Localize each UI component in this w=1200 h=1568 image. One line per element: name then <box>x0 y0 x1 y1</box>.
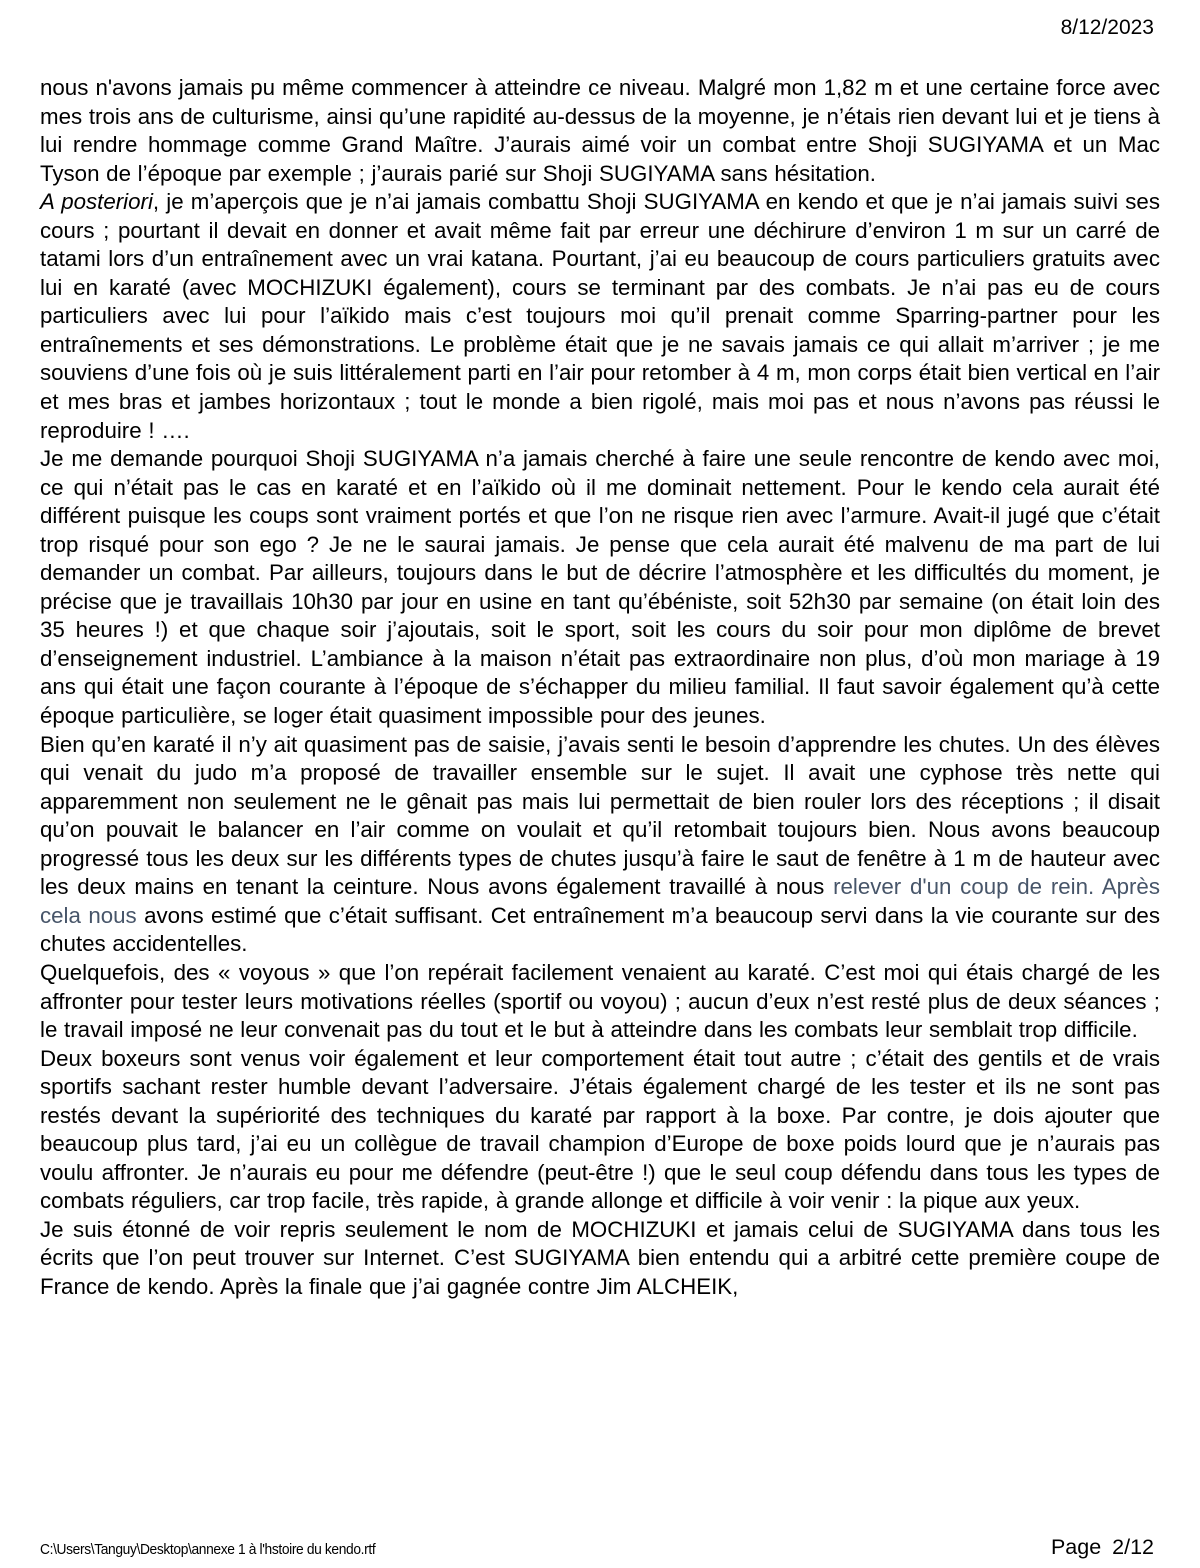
paragraph <box>40 1216 1160 1302</box>
page-footer <box>40 1535 1154 1560</box>
text-segment: nous n'avons jamais pu même commencer à atteindre ce niveau. Malgré mon 1,82 m et une certaine force avec mes trois ans de culturisme, ainsi qu’une rapidité au-dessus de la moyenne, je n’étais rien devant lui et je tiens à lui rendre hommage comme Grand Maître. J’aurais aimé voir un combat entre Shoji SUGIYAMA et un Mac Tyson de l’époque par exemple ; j’aurais parié sur Shoji SUGIYAMA sans hésitation. <box>40 75 1160 186</box>
text-segment: avons estimé que c’était suffisant. Cet entraînement m’a beaucoup servi dans la vie courante sur des chutes accidentelles. <box>40 902 1160 957</box>
text-segment: Bien qu’en karaté il n’y ait quasiment pas de saisie, j’avais senti le besoin d’apprendre les chutes. Un des élèves qui venait du judo m’a proposé de travailler ensemble sur le sujet. Il avait une cyphose très nette qui apparemment non seulement ne le gênait pas mais lui permettait de bien rouler lors des réceptions ; il disait qu’on pouvait le balancer en l’air comme on voulait et qu’il retombait toujours bien. Nous avons beaucoup progressé tous les deux sur les différents types de chutes jusqu’à faire le saut de fenêtre à 1 m de hauteur avec les deux mains en tenant la ceinture. Nous avons également travaillé à nous <box>40 731 1160 900</box>
page-header <box>40 15 1154 41</box>
page-number: Page 2/12 <box>1050 1535 1154 1559</box>
text-segment: Deux boxeurs sont venus voir également et leur comportement était tout autre ; c’était des gentils et de vrais sportifs sachant rester humble devant l’adversaire. J’étais également chargé de les tester et ils ne sont pas restés devant la supériorité des techniques du karaté par rapport à la boxe. Par contre, je dois ajouter que beaucoup plus tard, j’ai eu un collègue de travail champion d’Europe de boxe poids lourd que je n’aurais pas voulu affronter. Je n’aurais eu pour me défendre (peut-être !) que le seul coup défendu dans tous les types de combats réguliers, car trop facile, très rapide, à grande allonge et difficile à voir venir : la pique aux yeux. <box>40 1045 1160 1214</box>
text-segment: Je me demande pourquoi Shoji SUGIYAMA n’a jamais cherché à faire une seule rencontre de kendo avec moi, ce qui n’était pas le cas en karaté et en l’aïkido où il me dominait nettement. Pour le kendo cela aurait été différent puisque les coups sont vraiment portés et que l’on ne risque rien avec l’armure. Avait-il jugé que c’était trop risqué pour son ego ? Je ne le saurai jamais. Je pense que cela aurait été malvenu de ma part de lui demander un combat. Par ailleurs, toujours dans le but de décrire l’atmosphère et les difficultés du moment, je précise que je travaillais 10h30 par jour en usine en tant qu’ébéniste, soit 52h30 par semaine (on était loin des 35 heures !) et que chaque soir j’ajoutais, soit le sport, soit les cours du soir pour mon diplôme de brevet d’enseignement industriel. L’ambiance à la maison n’était pas extraordinaire non plus, d’où mon mariage à 19 ans qui était une façon courante à l’époque de s’échapper du milieu familial. Il faut savoir également qu’à cette époque particulière, se loger était quasiment impossible pour des jeunes. <box>40 446 1160 729</box>
text-segment: A posteriori <box>40 189 153 215</box>
text-segment: Je suis étonné de voir repris seulement le nom de MOCHIZUKI et jamais celui de SUGIYAMA dans tous les écrits que l’on peut trouver sur Internet. C’est SUGIYAMA bien entendu qui a arbitré cette première coupe de France de kendo. Après la finale que j’ai gagnée contre Jim ALCHEIK, <box>40 1216 1160 1299</box>
paragraph <box>40 959 1160 1045</box>
document-date: 8/12/2023 <box>1060 16 1154 39</box>
text-segment: , je m’aperçois que je n’ai jamais combattu Shoji SUGIYAMA en kendo et que je n’ai jamais suivi ses cours ; pourtant il devait en donner et avait même fait par erreur une déchirure d’environ 1 m sur un carré de tatami lors d’un entraînement avec un vrai katana. Pourtant, j’ai eu beaucoup de cours particuliers gratuits avec lui en karaté (avec MOCHIZUKI également), cours se terminant par des combats. Je n’ai pas eu de cours particuliers avec lui pour l’aïkido mais c’est toujours moi qu’il prenait comme Sparring-partner pour les entraînements et ses démonstrations. Le problème était que je ne savais jamais ce qui allait m’arriver ; je me souviens d’une fois où je suis littéralement parti en l’air pour retomber à 4 m, mon corps était bien vertical en l’air et mes bras et jambes horizontaux ; tout le monde a bien rigolé, mais moi pas et nous n’avons pas réussi le reproduire ! …. <box>40 189 1160 443</box>
paragraph <box>40 74 1160 188</box>
paragraph <box>40 445 1160 730</box>
paragraph <box>40 731 1160 959</box>
accent-text-segment: relever d'un coup de rein. Après cela nous <box>40 874 1160 928</box>
text-segment: Quelquefois, des « voyous » que l’on repérait facilement venaient au karaté. C’est moi qui étais chargé de les affronter pour tester leurs motivations réelles (sportif ou voyou) ; aucun d’eux n’est resté plus de deux séances ; le travail imposé ne leur convenait pas du tout et le but à atteindre dans les combats leur semblait trop difficile. <box>40 959 1160 1043</box>
paragraph <box>40 188 1160 445</box>
paragraph <box>40 1045 1160 1216</box>
document-body <box>40 74 1160 1302</box>
file-path: C:\Users\Tanguy\Desktop\annexe 1 à l'hstoire du kendo.rtf <box>40 1541 376 1558</box>
